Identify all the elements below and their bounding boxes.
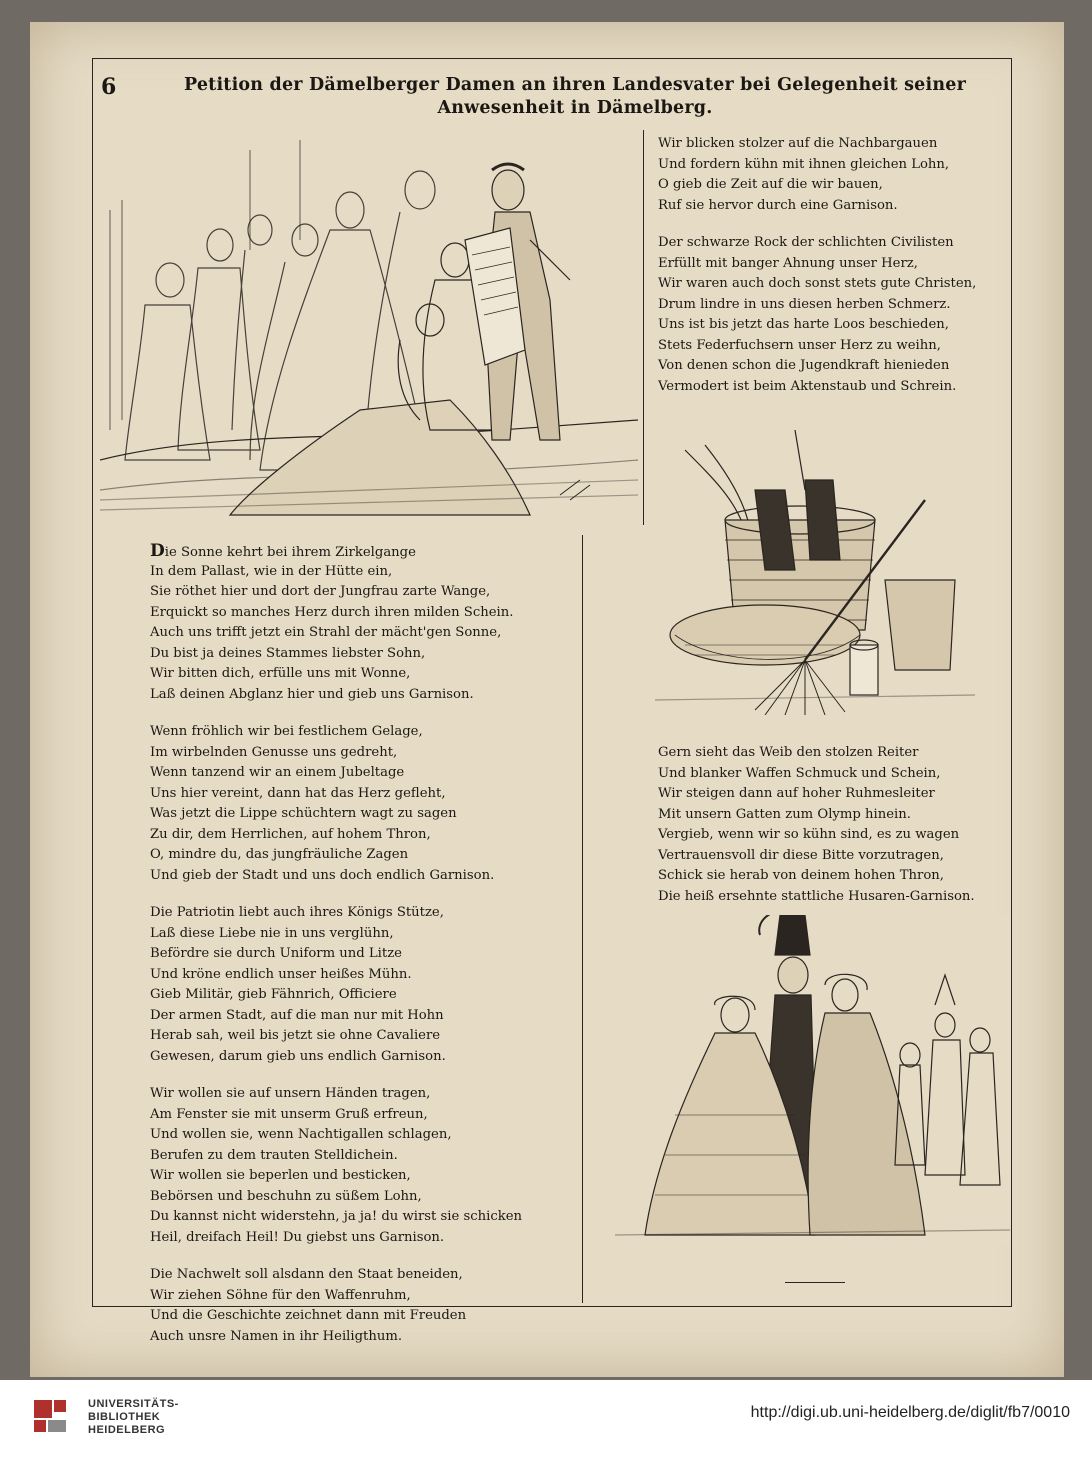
stanza [150,1084,522,1248]
university-library-logo [30,1396,70,1436]
illustration-petition [100,130,638,518]
verse-line: Der armen Stadt, auf die man nur mit Hohn [150,1007,444,1023]
verse-line: Du bist ja deines Stammes liebster Sohn, [150,645,426,661]
verse-line: Erfüllt mit banger Ahnung unser Herz, [658,255,918,271]
verse-line: Und fordern kühn mit ihnen gleichen Lohn, [658,156,950,172]
verse-line: Herab sah, weil bis jetzt sie ohne Cavaliere [150,1028,441,1043]
verse-line: Wenn tanzend wir an einem Jubeltage [150,765,405,780]
verse-line: Bebörsen und beschuhn zu süßem Lohn, [150,1188,422,1204]
verse-line: Und wollen sie, wenn Nachtigallen schlagen, [150,1127,452,1142]
illustration-hussar-ladies [615,915,1010,1245]
source-url-link[interactable]: http://digi.ub.uni-heidelberg.de/diglit/fb7/0010 [750,1404,1070,1421]
closing-rule [785,1282,845,1283]
verse-line: Vergieb, wenn wir so kühn sind, es zu wagen [658,827,960,842]
verse-line: Du kannst nicht widerstehn, ja ja! du wirst sie schicken [150,1209,523,1224]
verse-line: Und kröne endlich unser heißes Mühn. [150,966,412,982]
library-footer [0,1380,1092,1462]
verse-line: Die heiß ersehnte stattliche Husaren-Garnison. [658,888,975,904]
verse-line: Und blanker Waffen Schmuck und Schein, [658,765,941,781]
column-divider [582,535,583,1303]
verse-right-top [658,134,976,414]
verse-line: In dem Pallast, wie in der Hütte ein, [150,563,393,579]
article-title [150,74,1000,120]
verse-line [150,541,522,562]
stanza [150,541,522,705]
verse-line: Wir waren auch doch sonst stets gute Christen, [658,276,977,291]
verse-line: Auch uns trifft jetzt ein Strahl der mächt'gen Sonne, [150,625,502,640]
verse-line: Drum lindre in uns diesen herben Schmerz. [658,296,951,312]
verse-line: Ruf sie hervor durch eine Garnison. [658,197,898,213]
verse-line: Die Patriotin liebt auch ihres Königs Stütze, [150,905,444,920]
verse-line: Im wirbelnden Genusse uns gedreht, [150,744,398,760]
library-name-line: BIBLIOTHEK [88,1411,161,1423]
verse-line: O gieb die Zeit auf die wir bauen, [658,177,883,192]
stanza [150,1265,522,1347]
verse-line: Wir steigen dann auf hoher Ruhmesleiter [658,786,935,801]
column-divider [643,130,644,525]
verse-line: Laß diese Liebe nie in uns verglühn, [150,925,394,941]
verse-line: Stets Federfuchsern unser Herz zu weihn, [658,337,941,353]
verse-line: Wenn fröhlich wir bei festlichem Gelage, [150,724,423,739]
verse-line: Wir ziehen Söhne für den Waffenruhm, [150,1287,411,1303]
verse-line: Sie röthet hier und dort der Jungfrau zarte Wange, [150,584,491,599]
verse-line: Auch unsre Namen in ihr Heiligthum. [150,1328,403,1344]
stanza [150,722,522,886]
verse-line: Uns hier vereint, dann hat das Herz gefleht, [150,785,446,801]
verse-line: Der schwarze Rock der schlichten Civilisten [658,235,954,250]
verse-line: Zu dir, dem Herrlichen, auf hohem Thron, [150,826,431,842]
verse-line: Und die Geschichte zeichnet dann mit Freuden [150,1308,467,1323]
verse-line: Berufen zu dem trauten Stelldichein. [150,1147,398,1163]
title-line: Petition der Dämelberger Damen an ihren Landesvater bei Gelegenheit seiner [183,75,967,95]
verse-line-text: ie Sonne kehrt bei ihrem Zirkelgange [164,545,416,560]
page-number: 6 [101,74,117,100]
verse-line: Und gieb der Stadt und uns doch endlich Garnison. [150,867,495,883]
verse-line: Laß deinen Abglanz hier und gieb uns Garnison. [150,686,474,702]
verse-line: Gewesen, darum gieb uns endlich Garnison. [150,1048,446,1064]
verse-line: Was jetzt die Lippe schüchtern wagt zu sagen [150,806,457,821]
verse-line: Mit unsern Gatten zum Olymp hinein. [658,806,911,822]
stanza [658,233,976,397]
verse-line: Am Fenster sie mit unserm Gruß erfreun, [150,1106,428,1122]
title-line: Anwesenheit in Dämelberg. [437,98,713,118]
verse-left [150,541,522,1364]
stanza [658,134,976,216]
drop-cap: D [150,541,165,561]
verse-line: Wir bitten dich, erfülle uns mit Wonne, [150,666,411,681]
library-name-line: UNIVERSITÄTS- [88,1398,179,1410]
verse-line: Uns ist bis jetzt das harte Loos beschieden, [658,317,949,332]
verse-line: Gieb Militär, gieb Fähnrich, Officiere [150,987,397,1002]
verse-line: Vertrauensvoll dir diese Bitte vorzutragen, [658,847,944,863]
verse-line: Wir blicken stolzer auf die Nachbargauen [658,136,938,151]
verse-line: Schick sie herab von deinem hohen Thron, [658,868,944,883]
stanza [150,903,522,1067]
verse-line: Heil, dreifach Heil! Du giebst uns Garnison. [150,1229,445,1245]
verse-line: Gern sieht das Weib den stolzen Reiter [658,745,919,760]
verse-line: Die Nachwelt soll alsdann den Staat beneiden, [150,1267,463,1282]
verse-line: Wir wollen sie beperlen und besticken, [150,1168,411,1183]
verse-right-bottom [658,743,975,924]
library-name-line: HEIDELBERG [88,1424,166,1436]
verse-line: O, mindre du, das jungfräuliche Zagen [150,847,409,862]
verse-line: Erquickt so manches Herz durch ihren milden Schein. [150,604,514,620]
library-name [88,1398,179,1437]
verse-line: Von denen schon die Jugendkraft hienieden [658,358,950,373]
verse-line: Wir wollen sie auf unsern Händen tragen, [150,1086,431,1101]
verse-line: Vermodert ist beim Aktenstaub und Schrein. [658,378,957,394]
stanza [658,743,975,907]
illustration-still-life [655,430,975,715]
verse-line: Befördre sie durch Uniform und Litze [150,946,402,961]
